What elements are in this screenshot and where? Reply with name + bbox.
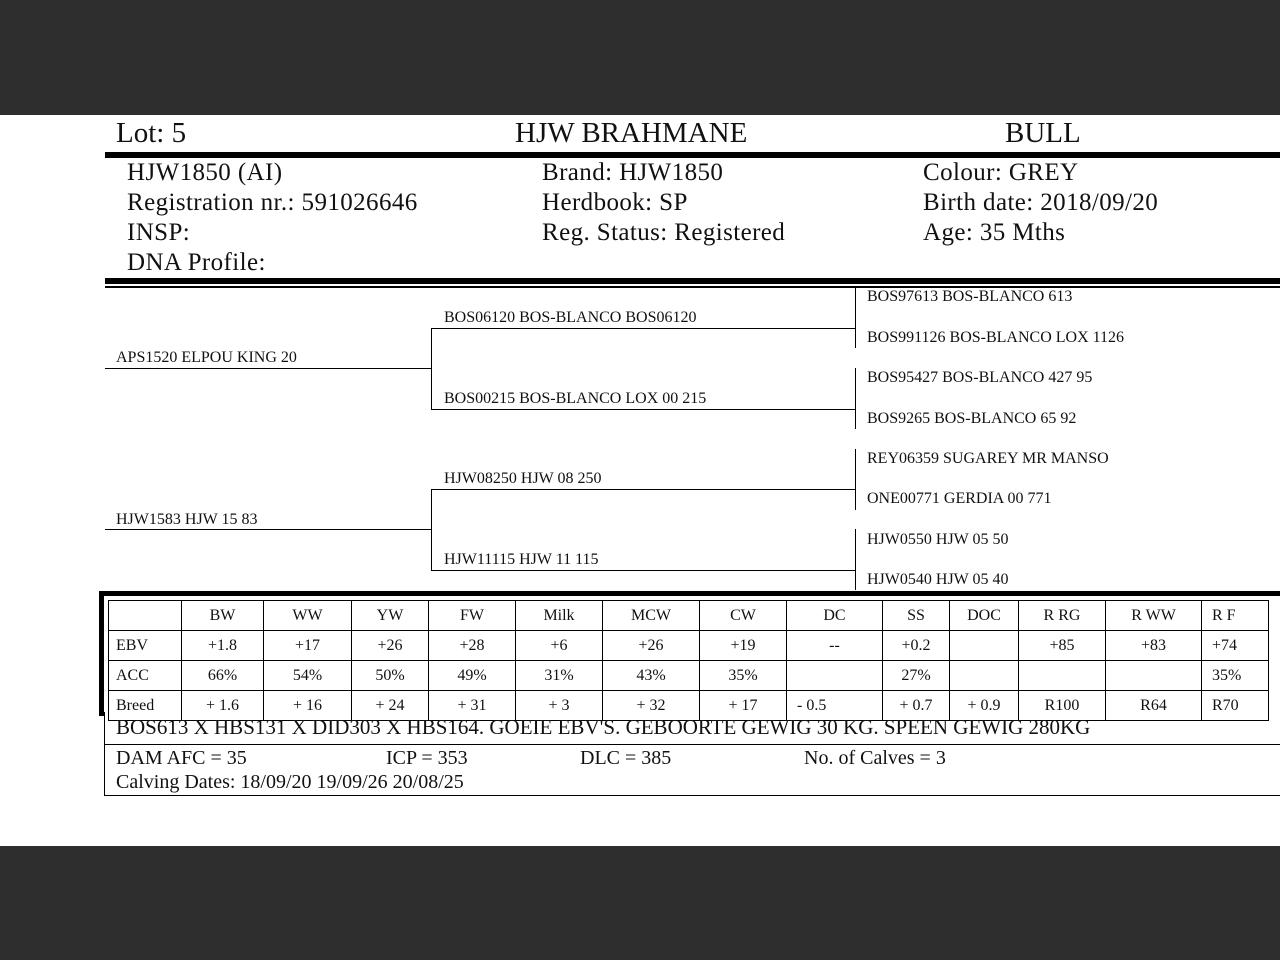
pedigree-sss: BOS97613 BOS-BLANCO 613	[867, 288, 1073, 305]
sd-line	[431, 409, 855, 410]
dam-afc: DAM AFC = 35	[116, 747, 247, 769]
ebv-top-rule	[99, 591, 1280, 596]
sire-line	[105, 368, 431, 369]
dna-profile: DNA Profile:	[127, 249, 266, 276]
no-of-calves: No. of Calves = 3	[804, 747, 946, 769]
ebv-header-row	[109, 601, 1269, 631]
age: Age: 35 Mths	[923, 219, 1066, 246]
table-cell: 50%	[352, 661, 429, 691]
table-cell: + 24	[352, 691, 429, 721]
header-cell: MCW	[603, 601, 700, 631]
table-cell: +1.8	[182, 631, 264, 661]
info-rule-thin	[105, 286, 1280, 288]
table-cell: +74	[1202, 631, 1269, 661]
sire-bracket	[431, 328, 432, 409]
header-cell	[109, 601, 182, 631]
brand: Brand: HJW1850	[542, 159, 724, 186]
row-label: EBV	[109, 631, 182, 661]
reg-status: Reg. Status: Registered	[542, 219, 786, 246]
table-cell: + 17	[700, 691, 787, 721]
animal-type: BULL	[1005, 117, 1081, 149]
animal-id: HJW1850 (AI)	[127, 159, 283, 186]
table-cell: + 3	[516, 691, 603, 721]
table-cell: + 0.9	[950, 691, 1019, 721]
table-cell	[950, 631, 1019, 661]
remarks-left-rule	[104, 712, 105, 796]
table-cell: 35%	[700, 661, 787, 691]
catalog-sheet	[0, 115, 1280, 846]
colour: Colour: GREY	[923, 159, 1079, 186]
table-cell	[787, 661, 883, 691]
remarks-rule	[104, 744, 1280, 745]
dd-bracket	[855, 529, 856, 590]
bottom-rule	[104, 795, 1280, 796]
insp: INSP:	[127, 219, 191, 246]
table-cell: R100	[1019, 691, 1106, 721]
pedigree-dam-dam: HJW11115 HJW 11 115	[444, 551, 599, 568]
header-cell: YW	[352, 601, 429, 631]
herdbook: Herdbook: SP	[542, 189, 688, 216]
pedigree-dss: REY06359 SUGAREY MR MANSO	[867, 450, 1109, 467]
table-cell: + 16	[264, 691, 352, 721]
table-cell: +0.2	[883, 631, 950, 661]
pedigree-dam: HJW1583 HJW 15 83	[116, 511, 258, 528]
ebv-row	[109, 631, 1269, 661]
table-cell: +26	[603, 631, 700, 661]
calving-dates: Calving Dates: 18/09/20 19/09/26 20/08/25	[116, 771, 464, 793]
table-cell: --	[787, 631, 883, 661]
header-cell: CW	[700, 601, 787, 631]
table-cell: 27%	[883, 661, 950, 691]
table-cell: + 1.6	[182, 691, 264, 721]
ebv-left-rule	[99, 591, 104, 716]
pedigree-dds: HJW0550 HJW 05 50	[867, 531, 1009, 548]
table-cell: 31%	[516, 661, 603, 691]
pedigree-sire-dam: BOS00215 BOS-BLANCO LOX 00 215	[444, 390, 707, 407]
header-cell: BW	[182, 601, 264, 631]
row-label: ACC	[109, 661, 182, 691]
ds-line	[431, 489, 855, 490]
dd-line	[431, 570, 855, 571]
remarks: BOS613 X HBS131 X DID303 X HBS164. GOEIE EBV'S. GEBOORTE GEWIG 30 KG. SPEEN GEWIG 280KG	[116, 715, 1091, 739]
table-cell: 43%	[603, 661, 700, 691]
table-cell: R70	[1202, 691, 1269, 721]
lot-number: Lot: 5	[116, 117, 187, 149]
table-cell: +83	[1106, 631, 1202, 661]
header-cell: R F	[1202, 601, 1269, 631]
pedigree-dsd: ONE00771 GERDIA 00 771	[867, 490, 1052, 507]
table-cell	[1106, 661, 1202, 691]
table-cell: +85	[1019, 631, 1106, 661]
icp: ICP = 353	[386, 747, 468, 769]
animal-name: HJW BRAHMANE	[515, 117, 748, 149]
info-rule	[105, 278, 1280, 284]
table-cell: 54%	[264, 661, 352, 691]
ebv-table	[108, 600, 1269, 721]
header-cell: FW	[429, 601, 516, 631]
pedigree-sire-sire: BOS06120 BOS-BLANCO BOS06120	[444, 309, 697, 326]
header-cell: Milk	[516, 601, 603, 631]
birth-date: Birth date: 2018/09/20	[923, 189, 1159, 216]
pedigree-dam-sire: HJW08250 HJW 08 250	[444, 470, 602, 487]
header-cell: DOC	[950, 601, 1019, 631]
table-cell: 66%	[182, 661, 264, 691]
dam-line	[105, 529, 431, 530]
table-cell: R64	[1106, 691, 1202, 721]
table-cell: +17	[264, 631, 352, 661]
pedigree-sire: APS1520 ELPOU KING 20	[116, 349, 297, 366]
table-cell: + 32	[603, 691, 700, 721]
table-cell: - 0.5	[787, 691, 883, 721]
header-rule	[105, 152, 1280, 158]
table-cell: +19	[700, 631, 787, 661]
row-label: Breed	[109, 691, 182, 721]
header-cell: WW	[264, 601, 352, 631]
table-cell: +26	[352, 631, 429, 661]
table-cell: + 0.7	[883, 691, 950, 721]
header-cell: R RG	[1019, 601, 1106, 631]
table-cell: + 31	[429, 691, 516, 721]
table-cell: 49%	[429, 661, 516, 691]
ds-bracket	[855, 449, 856, 510]
header-cell: DC	[787, 601, 883, 631]
top-dark-bar	[0, 0, 1280, 115]
table-cell	[950, 661, 1019, 691]
sd-bracket	[855, 368, 856, 429]
pedigree-ssd: BOS991126 BOS-BLANCO LOX 1126	[867, 329, 1125, 346]
pedigree-ddd: HJW0540 HJW 05 40	[867, 571, 1009, 588]
header-cell: R WW	[1106, 601, 1202, 631]
dlc: DLC = 385	[580, 747, 672, 769]
dam-bracket	[431, 489, 432, 570]
bottom-dark-bar	[0, 846, 1280, 960]
table-cell: +28	[429, 631, 516, 661]
table-cell: 35%	[1202, 661, 1269, 691]
pedigree-sdd: BOS9265 BOS-BLANCO 65 92	[867, 410, 1077, 427]
ss-line	[431, 328, 855, 329]
header-cell: SS	[883, 601, 950, 631]
table-cell	[1019, 661, 1106, 691]
acc-row	[109, 661, 1269, 691]
registration-number: Registration nr.: 591026646	[127, 189, 418, 216]
pedigree-sds: BOS95427 BOS-BLANCO 427 95	[867, 369, 1093, 386]
table-cell: +6	[516, 631, 603, 661]
ss-bracket	[855, 287, 856, 348]
